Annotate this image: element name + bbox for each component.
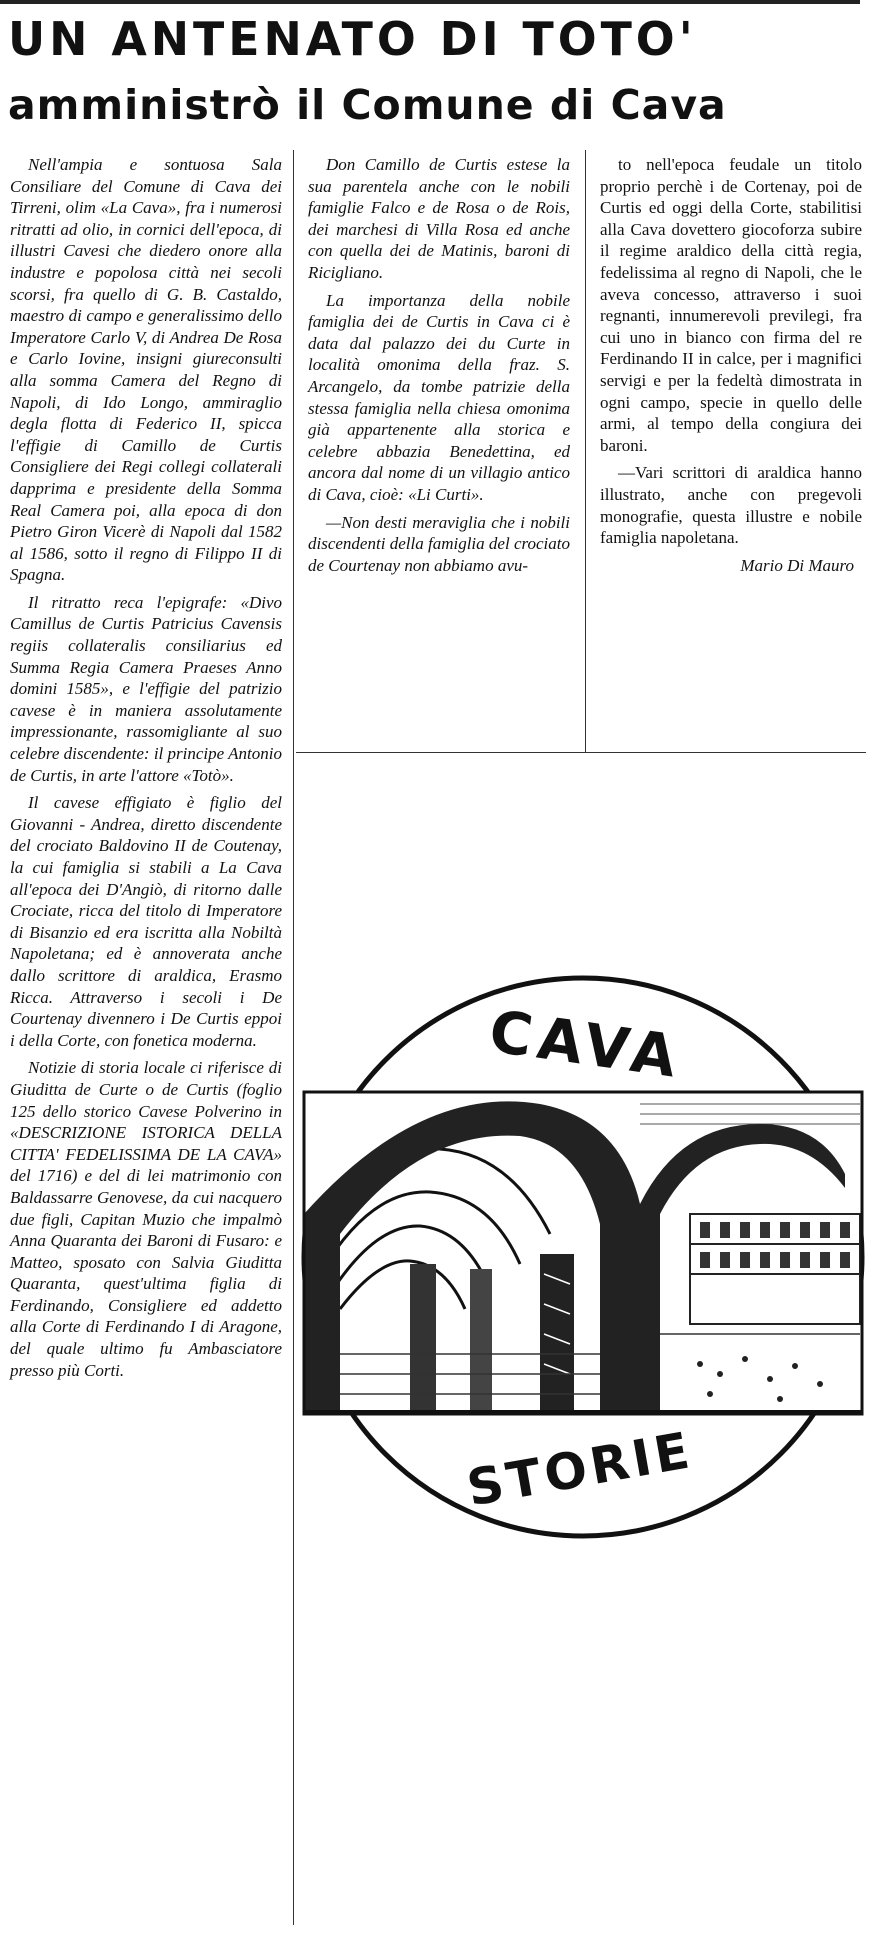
- logo-top-text: CAVA: [485, 997, 687, 1092]
- paragraph: Nell'ampia e sontuosa Sala Consiliare del Comune di Cava dei Tirreni, olim «La Cava», fra i numerosi ritratti ad olio, in cornici dell'epoca, di illustri Cavesi che diedero onore alla industre e popolosa città nei secoli scorsi, fra quello di G. B. Castaldo, maestro di campo e generalissimo dello Imperatore Carlo V, di Andrea De Rosa e Carlo Iovine, insigni giureconsulti alla somma Camera del Regno di Napoli, di Ido Longo, ammiraglio degla flotta di Federico II, spicca l'effigie di Camillo de Curtis Consigliere dei Regi collegi collaterali dapprima e presidente della Somma Real Camera poi, alla epoca di don Pietro Giron Vicerè di Napoli dal 1582 al 1586, sotto il regno di Filippo II di Spagna.: [10, 155, 282, 585]
- article-column-2: [308, 154, 570, 576]
- portico-illustration: [304, 1092, 862, 1414]
- column-divider-2: [585, 150, 586, 752]
- headline: UN ANTENATO DI TOTO': [8, 12, 697, 66]
- subheadline: amministrò il Comune di Cava: [8, 81, 727, 129]
- article-column-3: [600, 154, 862, 576]
- column-divider-1: [293, 150, 294, 1925]
- paragraph: Il ritratto reca l'epigrafe: «Divo Camillus de Curtis Patricius Cavensis regiis collateralis consiliarius ed Summa Regia Camera Praeses Anno domini 1585», e l'effigie del patrizio cavese è in maniera assolutamente impressionante, rassomigliante al suo celebre discendente: il principe Antonio de Curtis, in arte l'attore «Totò».: [10, 592, 282, 785]
- paragraph: to nell'epoca feudale un titolo proprio perchè i de Cortenay, poi de Curtis ed oggi della Corte, stabilitisi alla Cava dovettero giocoforza subire il regime araldico della città regia, fedelissima al regno di Napoli, che le aveva concesso, attraverso i suoi regnanti, innumerevoli previlegi, fra cui uno in bianco con firma del re Ferdinando II in calce, per i magnifici servigi e per la fedeltà dimostrata in ogni campo, specie in quello delle armi, al tempo della congiura dei baroni.: [600, 155, 862, 455]
- paragraph: —Vari scrittori di araldica hanno illustrato, anche con pregevoli monografie, questa illustre e nobile famiglia napoletana.: [600, 463, 862, 548]
- paragraph: Il cavese effigiato è figlio del Giovanni - Andrea, diretto discendente del crociato Baldovino II de Coutenay, la cui famiglia si stabili a La Cava all'epoca dei D'Angiò, di ritorno dalle Crociate, ricca del titolo di Imperatore di Bisanzio ed era iscritta alla Nobiltà Napoletana; ed è annoverata anche dallo scrittore di araldica, Erasmo Ricca. Attraverso i secoli i De Courtenay divennero i De Curtis eppoi i della Corte, con fonetica moderna.: [10, 793, 282, 1050]
- article-column-1: [10, 154, 282, 1381]
- logo-bottom-text: STORIE: [462, 1420, 698, 1518]
- paragraph: —Non desti meraviglia che i nobili discendenti della famiglia del crociato de Courtenay non abbiamo avu-: [308, 512, 570, 575]
- top-rule: [0, 0, 860, 4]
- author-byline: Mario Di Mauro: [740, 555, 854, 575]
- paragraph: Notizie di storia locale ci riferisce di Giuditta de Curte o de Curtis (foglio 125 dello storico Cavese Polverino in «DESCRIZIONE ISTORICA DELLA CITTA' FEDELISSIMA DE LA CAVA» del 1716) e del di lei matrimonio con Baldassarre Genovese, da cui nacquero due figli, Capitan Muzio che impalmò Anna Quaranta dei Baroni di Fusaro: e Matteo, sposato con Salvia Giuditta Quaranta, quest'ultima figlia di Ferdinando, Consigliere ed addetto alla Corte di Ferdinando I di Aragone, del quale ultimo fu Ambasciatore presso più Corti.: [10, 1058, 282, 1380]
- paragraph: Don Camillo de Curtis estese la sua parentela anche con le nobili famiglie Falco e de Rosa o de Rois, dei marchesi di Villa Rosa ed anche con quella dei de Matinis, baroni di Ricigliano.: [308, 155, 570, 282]
- cava-storie-logo: [300, 974, 866, 1540]
- column-bottom-rule: [296, 752, 866, 753]
- paragraph: La importanza della nobile famiglia dei de Curtis in Cava ci è data dal palazzo dei du Curte in località omonima della fraz. S. Arcangelo, da tombe patrizie della stessa famiglia nella chiesa omonima già appartenente alla storica e celebre abbazia Benedettina, ed ancora dal nome di un villagio antico di Cava, cioè: «Li Curti».: [308, 290, 570, 504]
